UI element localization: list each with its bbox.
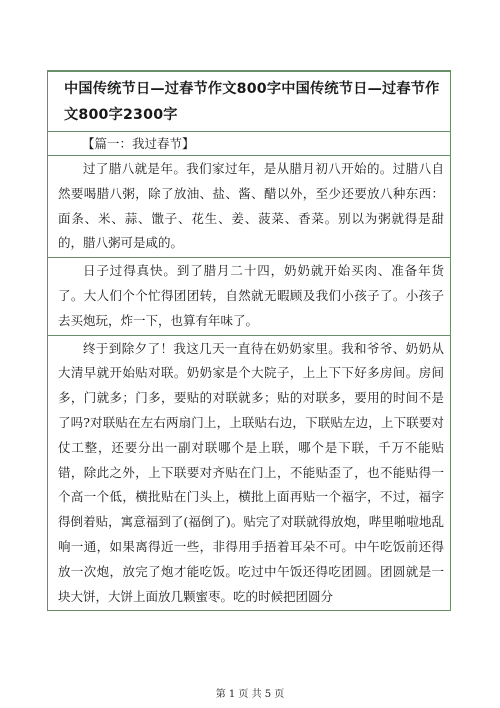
paragraph-1: 过了腊八就是年。我们家过年，是从腊月初八开始的。过腊八自然要喝腊八粥，除了放油、盐、酱、醋以外，至少还要放八种东西：面条、米、蒜、馓子、花生、姜、菠菜、香菜。别以为粥就得是甜的，腊八粥可是咸的。 <box>48 156 450 258</box>
page-footer: 第 1 页 共 5 页 <box>215 689 285 700</box>
paragraph-2: 日子过得真快。到了腊月二十四，奶奶就开始买肉、准备年货了。大人们个个忙得团团转，自然就无暇顾及我们小孩子了。小孩子去买炮玩，炸一下，也算有年味了。 <box>48 258 450 335</box>
section-heading: 【篇一：我过春节】 <box>48 132 450 156</box>
paragraph-3: 终于到除夕了！我这几天一直待在奶奶家里。我和爷爷、奶奶从大清早就开始贴对联。奶奶家是个大院子，上上下下好多房间。房间多，门就多；门多，要贴的对联就多；贴的对联多，要用的时间不是了吗?对联贴在左右两扇门上，上联贴右边，下联贴左边，上下联要对仗工整，还要分出一副对联哪个是上联，哪个是下联，千万不能贴错，除此之外，上下联要对齐贴在门上，不能贴歪了，也不能贴得一个高一个低，横批贴在门头上，横批上面再贴一个福字，不过，福字得倒着贴，寓意福到了(福倒了)。贴完了对联就得放炮，哔里啪啦地乱响一通，如果离得近一些，非得用手捂着耳朵不可。中午吃饭前还得放一次炮，放完了炮才能吃饭。吃过中午饭还得吃团圆。团圆就是一块大饼，大饼上面放几颗蜜枣。吃的时候把团圆分 <box>58 340 444 604</box>
document-title: 中国传统节日—过春节作文800字中国传统节日—过春节作文800字2300字 <box>48 72 450 132</box>
document-page <box>47 70 451 611</box>
